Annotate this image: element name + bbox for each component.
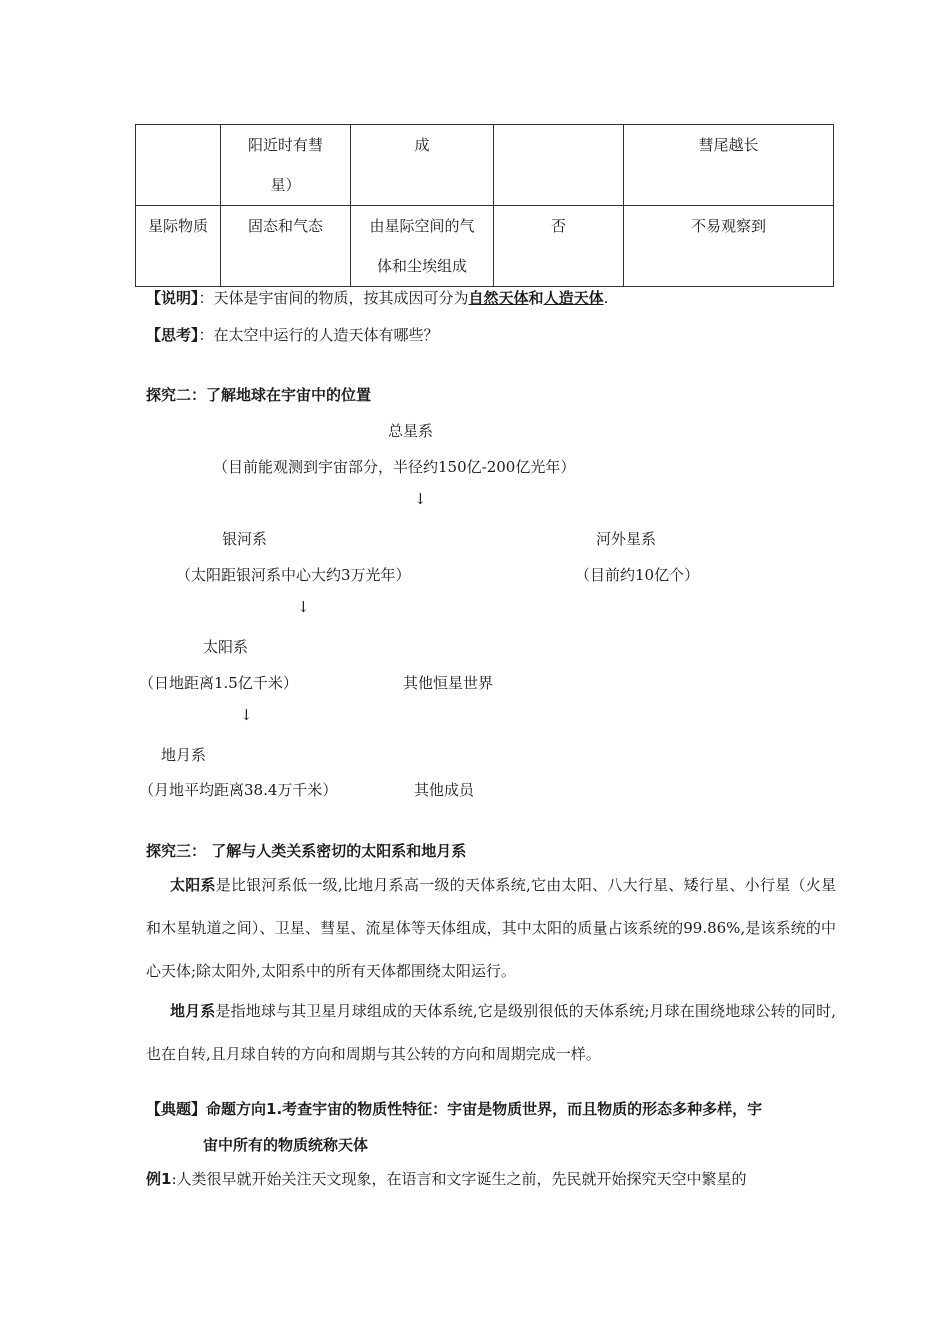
think-label: 【思考】 <box>146 326 199 344</box>
table-cell <box>494 125 624 206</box>
note-line <box>146 287 608 308</box>
think-text: ：在太空中运行的人造天体有哪些？ <box>198 326 439 344</box>
down-arrow-icon: ↓ <box>240 706 253 724</box>
note-and: 和 <box>528 289 544 307</box>
table-cell: 不易观察到 <box>624 206 834 287</box>
table-row <box>136 206 834 287</box>
solar-system-term: 太阳系 <box>170 876 216 894</box>
table-row <box>136 125 834 206</box>
earth-moon-desc: （月地平均距离38.4万千米） <box>139 781 338 799</box>
solar-system-desc: （日地距离1.5亿千米） <box>139 674 298 692</box>
typical-question-line1 <box>146 1098 762 1119</box>
example-text: :人类很早就开始关注天文现象，在语言和文字诞生之前，先民就开始探究天空中繁星的 <box>171 1170 747 1188</box>
celestial-body-table <box>135 124 834 287</box>
note-end: . <box>603 289 609 307</box>
artificial-body-term: 人造天体 <box>543 289 604 307</box>
table-cell: 由星际空间的气体和尘埃组成 <box>351 206 494 287</box>
typical-text: 命题方向1.考查宇宙的物质性特征：宇宙是物质世界，而且物质的形态多种多样，宇 <box>206 1100 763 1118</box>
table-cell: 星际物质 <box>136 206 221 287</box>
earth-moon-term: 地月系 <box>170 1002 216 1020</box>
table-cell: 固态和气态 <box>221 206 351 287</box>
down-arrow-icon: ↓ <box>297 598 310 616</box>
other-stars-label: 其他恒星世界 <box>403 674 494 692</box>
typical-label: 【典题】 <box>146 1100 207 1118</box>
solar-system-text: 是比银河系低一级,比地月系高一级的天体系统,它由太阳、八大行星、矮行星、小行星（火星和木星轨道之间）、卫星、彗星、流星体等天体组成，其中太阳的质量占该系统的99.86%,是该系统的中心天体;除太阳外,太阳系中的所有天体都围绕太阳运行。 <box>146 876 836 980</box>
earth-moon-paragraph <box>146 990 836 1076</box>
typical-question-line2: 宙中所有的物质统称天体 <box>203 1136 369 1154</box>
table-cell: 阳近时有彗星） <box>221 125 351 206</box>
down-arrow-icon: ↓ <box>414 490 427 508</box>
example-line <box>146 1168 747 1189</box>
note-text: ：天体是宇宙间的物质，按其成因可分为 <box>198 289 469 307</box>
note-label: 【说明】 <box>146 289 199 307</box>
solar-system-paragraph <box>146 864 836 993</box>
total-galaxy-desc: （目前能观测到宇宙部分，半径约150亿-200亿光年） <box>213 458 576 476</box>
section3-heading: 探究三： 了解与人类关系密切的太阳系和地月系 <box>146 842 467 860</box>
table-cell <box>136 125 221 206</box>
milky-way-label: 银河系 <box>222 530 268 548</box>
example-label: 例1 <box>146 1170 172 1188</box>
think-line <box>146 324 439 345</box>
table-cell: 成 <box>351 125 494 206</box>
other-members-label: 其他成员 <box>414 781 475 799</box>
earth-moon-label: 地月系 <box>161 746 207 764</box>
table-cell: 彗尾越长 <box>624 125 834 206</box>
table-cell: 否 <box>494 206 624 287</box>
total-galaxy-label: 总星系 <box>388 422 434 440</box>
extragalactic-desc: （目前约10亿个） <box>575 566 700 584</box>
earth-moon-text: 是指地球与其卫星月球组成的天体系统,它是级别很低的天体系统;月球在围绕地球公转的同时,也在自转,且月球自转的方向和周期与其公转的方向和周期完成一样。 <box>146 1002 836 1063</box>
extragalactic-label: 河外星系 <box>596 530 657 548</box>
section2-heading: 探究二：了解地球在宇宙中的位置 <box>146 386 372 404</box>
natural-body-term: 自然天体 <box>468 289 529 307</box>
solar-system-label: 太阳系 <box>203 638 249 656</box>
milky-way-desc: （太阳距银河系中心大约3万光年） <box>176 566 411 584</box>
